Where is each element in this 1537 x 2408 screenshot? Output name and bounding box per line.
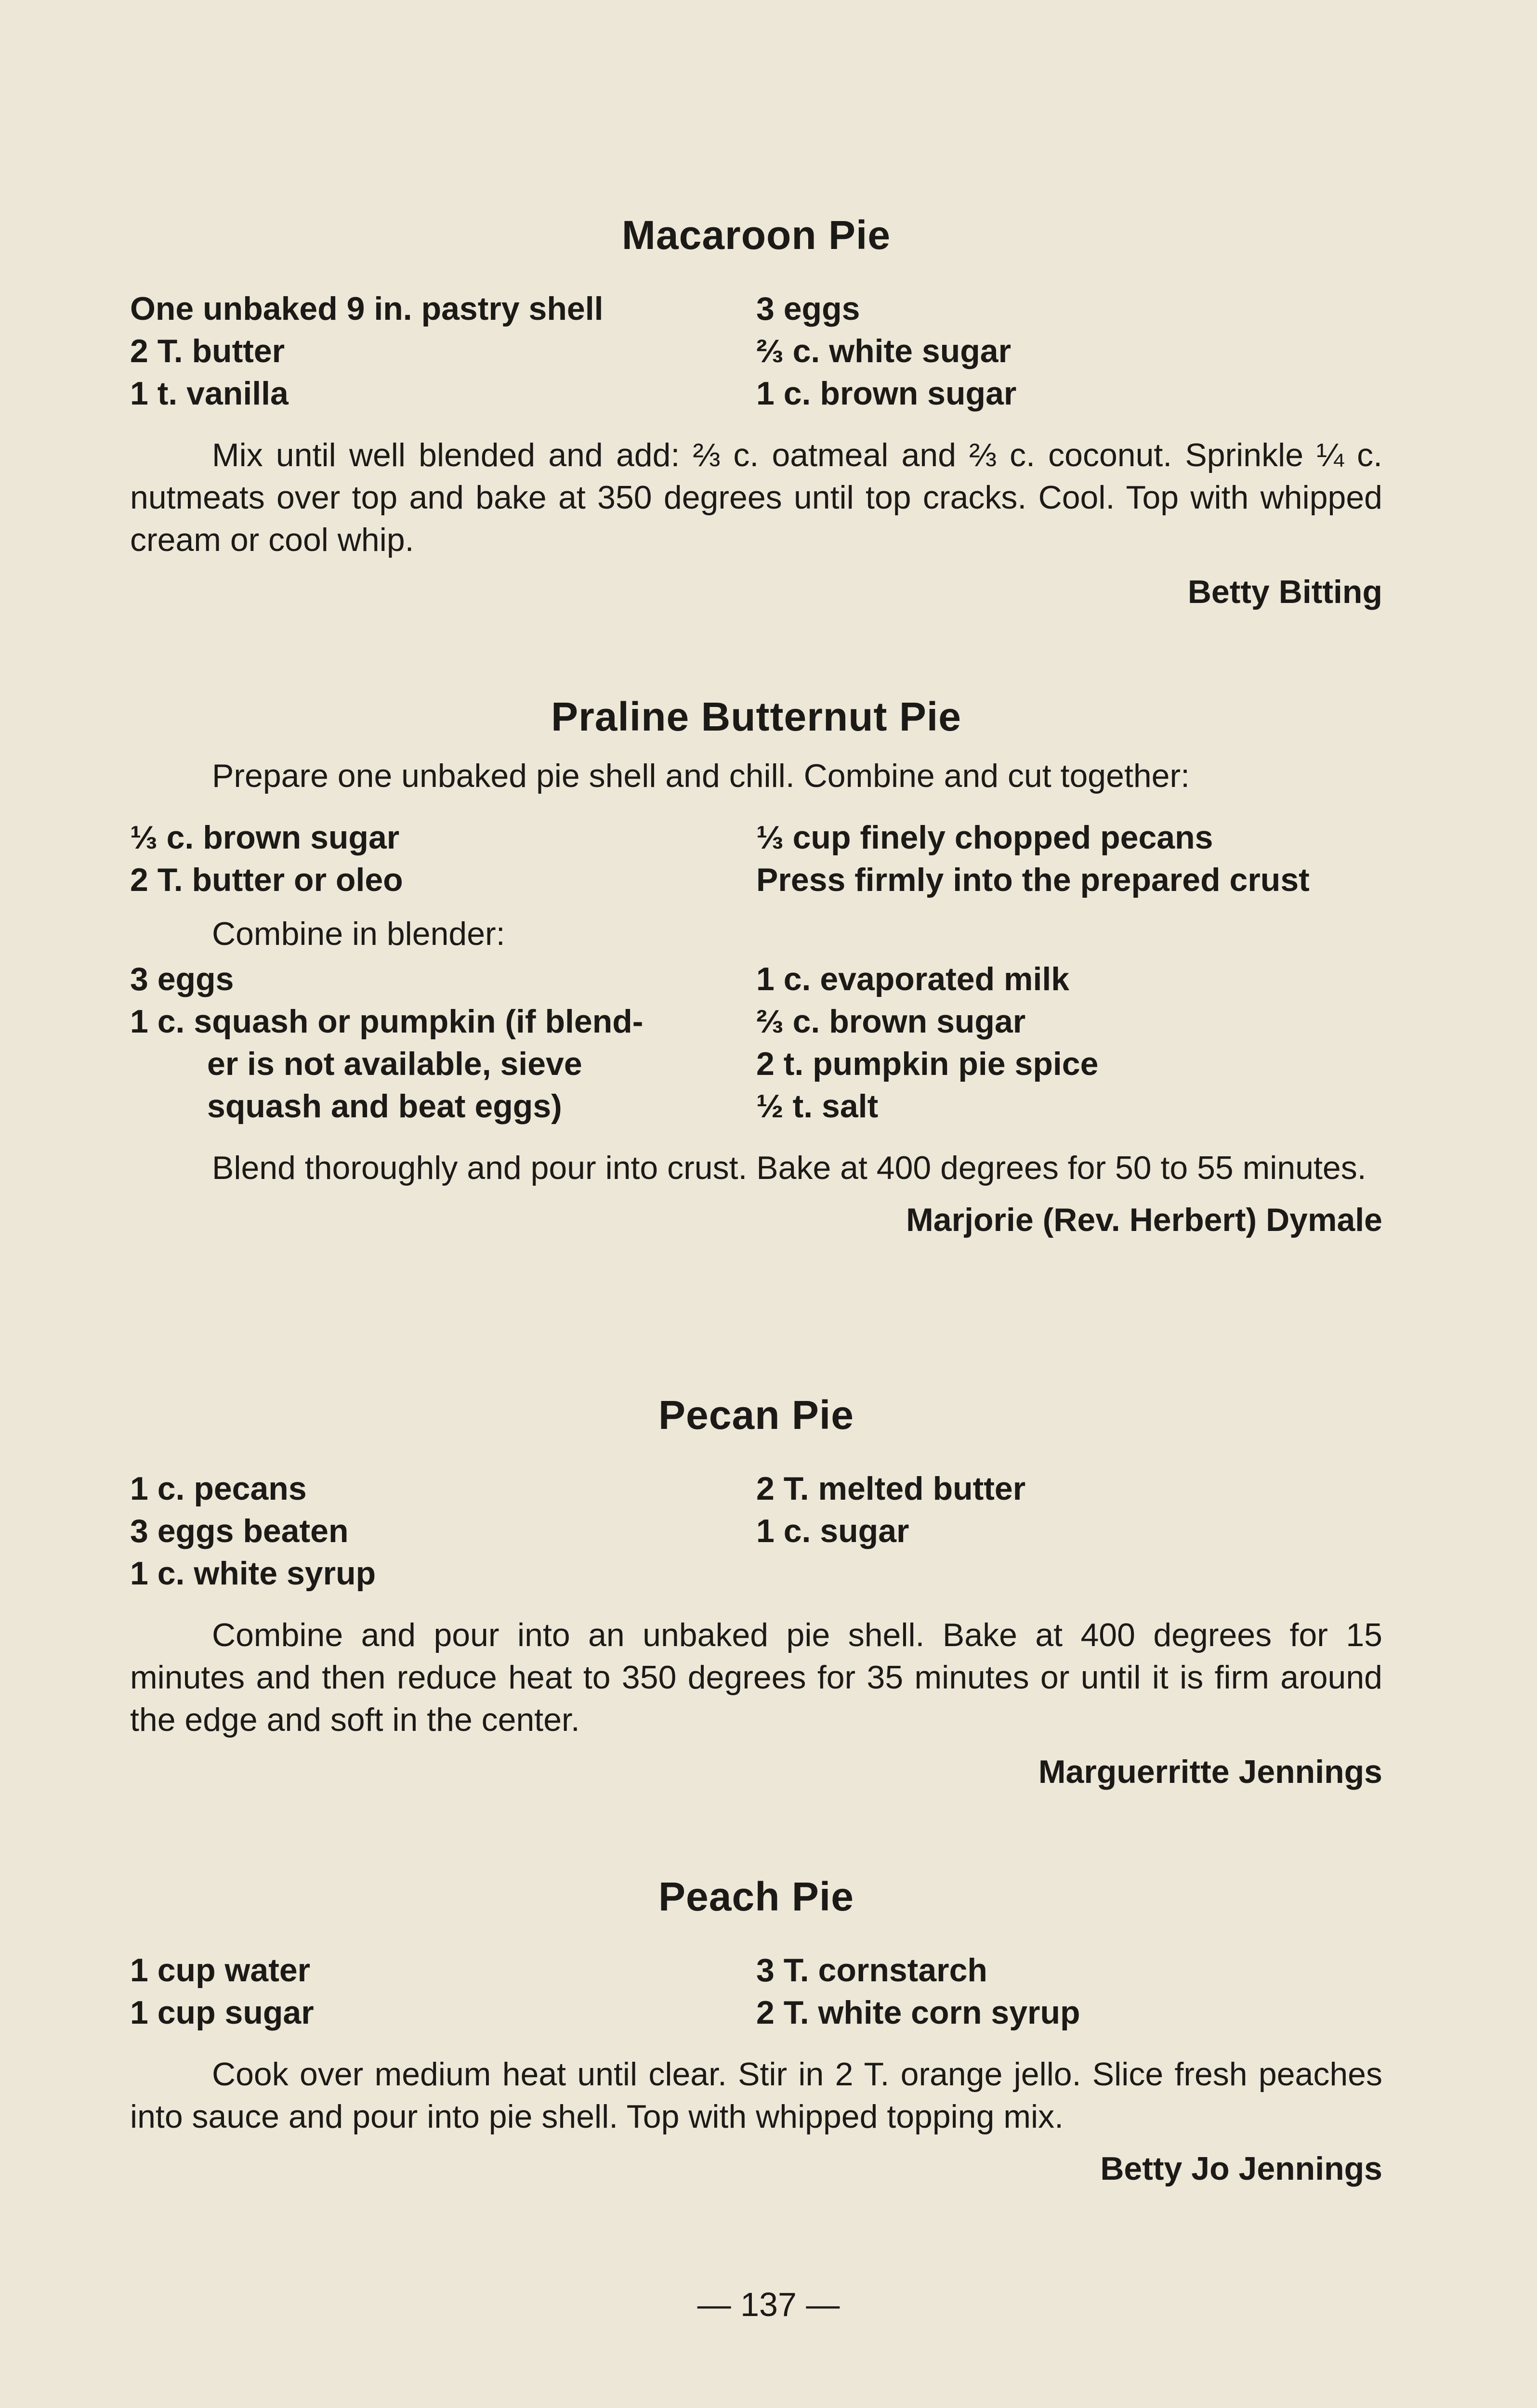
directions: Cook over medium heat until clear. Stir in 2 T. orange jello. Slice fresh peaches into sauce and pour into pie shell. Top with whipped topping mix. xyxy=(130,2056,1382,2135)
ingredients-right xyxy=(756,288,1382,415)
recipe-pecan-pie xyxy=(130,1392,1382,1793)
ingredient: 2 t. pumpkin pie spice xyxy=(756,1046,1099,1082)
recipe-author: Marjorie (Rev. Herbert) Dymale xyxy=(906,1202,1382,1238)
ingredient: ½ t. salt xyxy=(756,1088,879,1125)
ingredient-line: er is not available, sieve xyxy=(207,1046,582,1082)
ingredient: 3 eggs beaten xyxy=(130,1513,349,1549)
ingredient: ⅔ c. brown sugar xyxy=(756,1003,1026,1040)
ingredients-group-2 xyxy=(130,958,1382,1127)
ingredients-left xyxy=(130,288,756,415)
directions: Mix until well blended and add: ⅔ c. oatmeal and ⅔ c. coconut. Sprinkle ¼ c. nutmeats over top and bake at 350 degrees until top cracks. Cool. Top with whipped cream or cool whip. xyxy=(130,437,1382,558)
ingredient: 1 t. vanilla xyxy=(130,375,289,412)
ingredient: 1 c. brown sugar xyxy=(756,375,1017,412)
recipe-author: Marguerritte Jennings xyxy=(1038,1754,1382,1790)
ingredient: 2 T. butter or oleo xyxy=(130,862,403,898)
ingredient: 1 c. sugar xyxy=(756,1513,909,1549)
ingredient: 3 eggs xyxy=(756,290,860,327)
ingredient: ⅓ c. brown sugar xyxy=(130,819,400,856)
ingredient: 3 T. cornstarch xyxy=(756,1952,987,1989)
recipe-title: Praline Butternut Pie xyxy=(551,694,961,739)
ingredients-left xyxy=(130,816,756,901)
ingredient: One unbaked 9 in. pastry shell xyxy=(130,290,604,327)
ingredients xyxy=(130,1467,1382,1595)
ingredients-right xyxy=(756,816,1382,901)
directions: Combine and pour into an unbaked pie shell. Bake at 400 degrees for 15 minutes and then reduce heat to 350 degrees for 35 minutes or until it is firm around the edge and soft in the center. xyxy=(130,1617,1382,1738)
recipe-title: Peach Pie xyxy=(658,1874,854,1919)
ingredients-group-1 xyxy=(130,816,1382,901)
ingredient: ⅔ c. white sugar xyxy=(756,333,1012,369)
subheading: Combine in blender: xyxy=(212,916,505,952)
ingredients-left xyxy=(130,1467,756,1595)
recipe-praline-butternut-pie xyxy=(130,694,1382,1241)
ingredient: 1 c. evaporated milk xyxy=(756,961,1070,997)
ingredients-left xyxy=(130,1949,756,2034)
ingredient: 2 T. melted butter xyxy=(756,1470,1026,1507)
recipe-author: Betty Bitting xyxy=(1187,574,1382,610)
ingredient: ⅓ cup finely chopped pecans xyxy=(756,819,1213,856)
ingredient: 1 cup water xyxy=(130,1952,311,1989)
recipe-title: Macaroon Pie xyxy=(621,212,891,258)
ingredient: 2 T. butter xyxy=(130,333,285,369)
recipe-peach-pie xyxy=(130,1873,1382,2190)
ingredient: 1 c. pecans xyxy=(130,1470,307,1507)
recipe-author: Betty Jo Jennings xyxy=(1100,2150,1382,2187)
recipe-title: Pecan Pie xyxy=(658,1392,854,1438)
ingredient: 2 T. white corn syrup xyxy=(756,1994,1080,2031)
ingredients-right xyxy=(756,1949,1382,2034)
ingredient-line: squash and beat eggs) xyxy=(207,1088,562,1125)
ingredients-right xyxy=(756,1467,1382,1595)
ingredient: 1 c. white syrup xyxy=(130,1555,376,1592)
intro-text: Prepare one unbaked pie shell and chill. Combine and cut together: xyxy=(212,758,1190,794)
ingredients-left xyxy=(130,958,756,1127)
ingredients xyxy=(130,288,1382,415)
ingredient: 3 eggs xyxy=(130,961,234,997)
recipe-macaroon-pie xyxy=(130,212,1382,613)
ingredient: Press firmly into the prepared crust xyxy=(756,862,1310,898)
ingredient: 1 cup sugar xyxy=(130,1994,314,2031)
ingredients-right xyxy=(756,958,1382,1127)
page-number: — 137 — xyxy=(697,2286,840,2323)
ingredients xyxy=(130,1949,1382,2034)
ingredient-line: 1 c. squash or pumpkin (if blend- xyxy=(130,1003,644,1040)
directions: Blend thoroughly and pour into crust. Bake at 400 degrees for 50 to 55 minutes. xyxy=(212,1150,1366,1186)
